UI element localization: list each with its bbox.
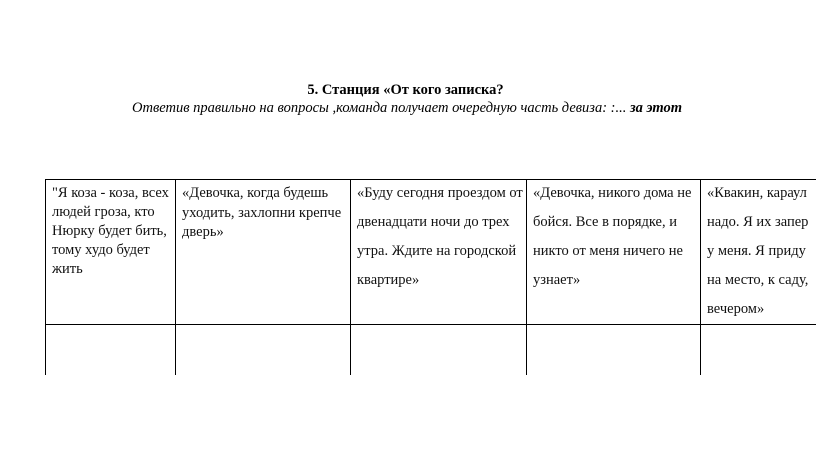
note-text: «Девочка, никого дома не бойся. Все в порядке, и никто от меня ничего не узнает» [533, 185, 692, 288]
table-cell [176, 180, 351, 325]
answer-cell[interactable] [701, 325, 816, 376]
table-row-notes [46, 180, 816, 325]
note-text: «Квакин, караул надо. Я их запер у меня. Я приду на место, к саду, вечером» [707, 185, 809, 317]
notes-table-container [45, 179, 816, 375]
answer-cell[interactable] [46, 325, 176, 376]
section-heading [0, 81, 816, 117]
answer-cell[interactable] [176, 325, 351, 376]
notes-table [45, 179, 816, 375]
answer-cell[interactable] [527, 325, 701, 376]
station-instructions [0, 99, 816, 117]
note-text: "Я коза - коза, всех людей гроза, кто Нюрку будет бить, тому худо будет жить [52, 185, 169, 277]
table-cell [701, 180, 816, 325]
station-title: 5. Станция «От кого записка? [307, 82, 504, 98]
note-text: «Буду сегодня проездом от двенадцати ночи до трех утра. Ждите на городской квартире» [357, 185, 523, 288]
instructions-text: Ответив правильно на вопросы ,команда получает очередную часть девиза: :... [132, 100, 630, 116]
table-cell [351, 180, 527, 325]
answer-cell[interactable] [351, 325, 527, 376]
table-row-answers [46, 325, 816, 376]
note-text: «Девочка, когда будешь уходить, захлопни крепче дверь» [182, 185, 342, 240]
table-cell [46, 180, 176, 325]
instructions-motto-part: за этот [630, 100, 682, 116]
table-cell [527, 180, 701, 325]
